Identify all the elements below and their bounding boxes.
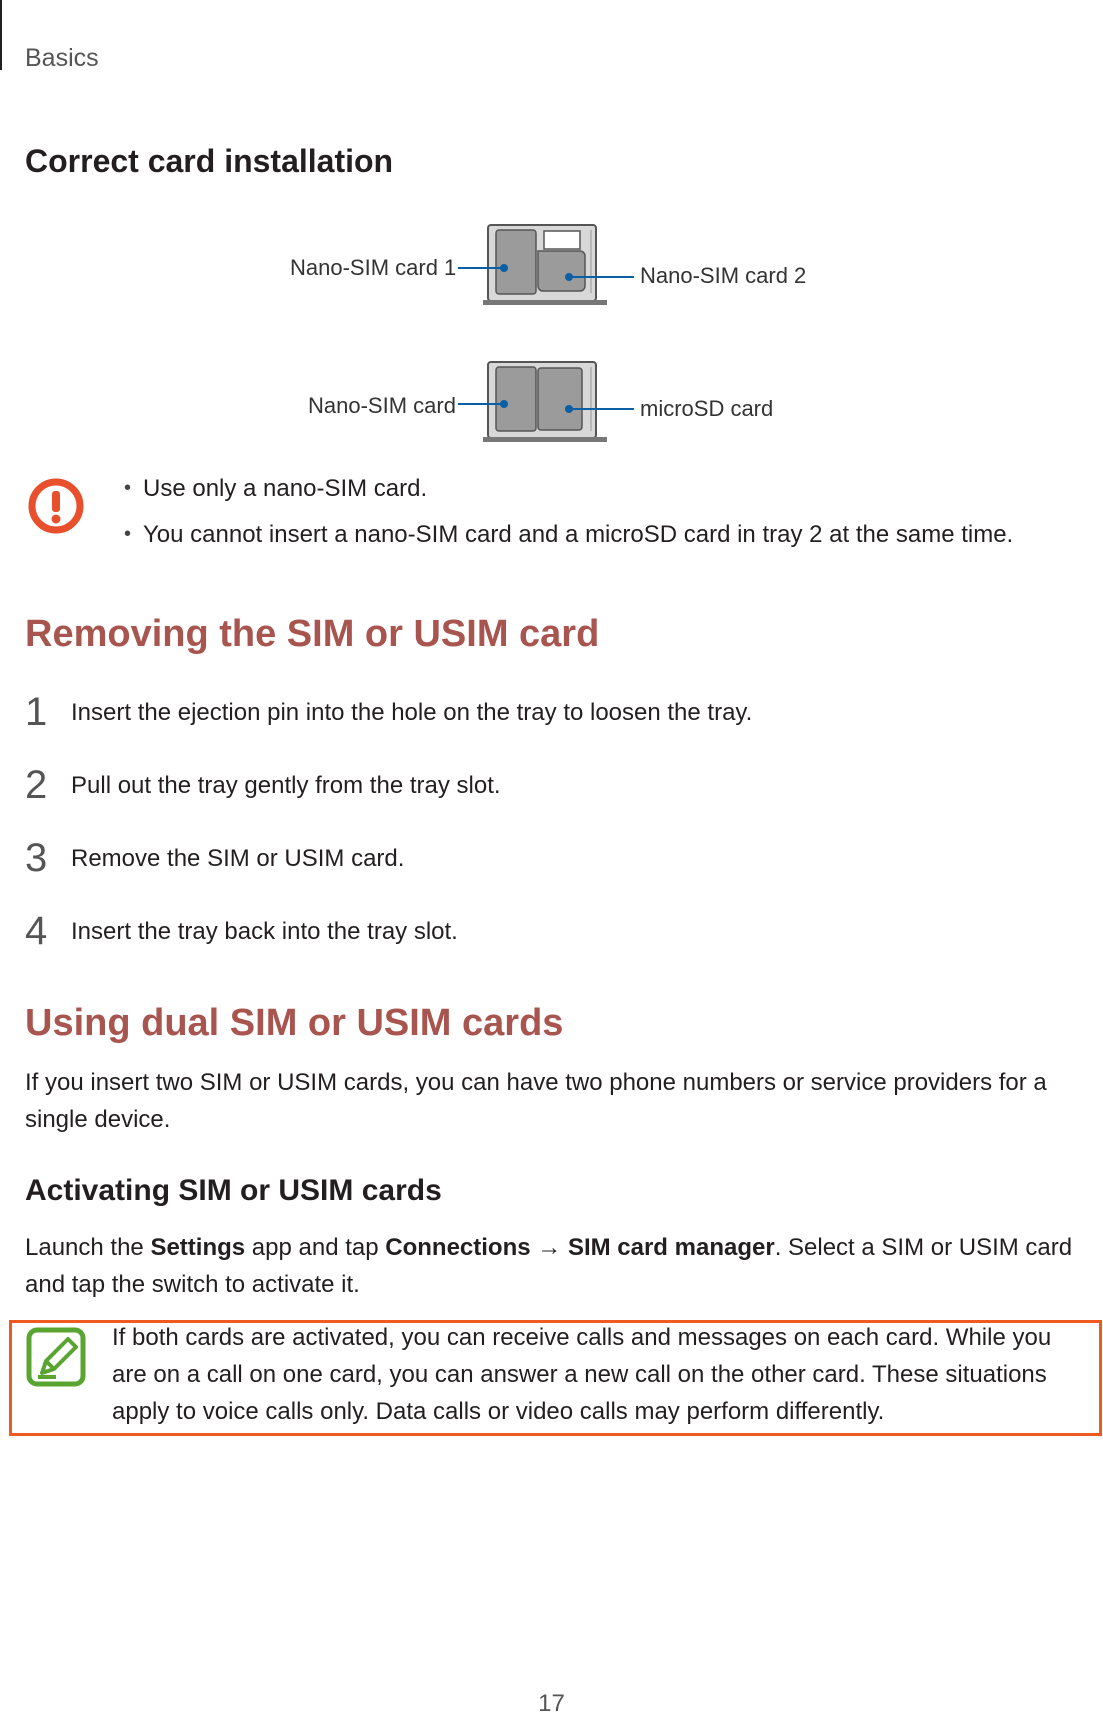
microsd bbox=[538, 368, 582, 430]
nano-sim bbox=[496, 367, 536, 431]
step-text: Remove the SIM or USIM card. bbox=[71, 845, 405, 872]
settings-app-name: Settings bbox=[150, 1234, 246, 1261]
label-nano-sim: Nano-SIM card bbox=[308, 393, 456, 418]
caution-item: Use only a nano-SIM card. bbox=[143, 475, 428, 502]
dual-sim-intro: If you insert two SIM or USIM cards, you can have two phone numbers or service providers for a single device. bbox=[25, 1069, 1047, 1133]
card-tray-diagram bbox=[0, 0, 1103, 460]
step-text: Insert the ejection pin into the hole on the tray to loosen the tray. bbox=[71, 699, 753, 726]
step-text: Pull out the tray gently from the tray slot. bbox=[71, 772, 501, 799]
step-number: 3 bbox=[25, 836, 48, 880]
step-text: Insert the tray back into the tray slot. bbox=[71, 918, 458, 945]
label-nano-sim-1: Nano-SIM card 1 bbox=[290, 255, 457, 280]
step-number: 4 bbox=[25, 909, 48, 953]
sim-card-manager-menu: SIM card manager bbox=[567, 1234, 775, 1261]
running-head: Basics bbox=[25, 44, 99, 72]
label-nano-sim-2: Nano-SIM card 2 bbox=[640, 263, 807, 288]
step-number: 1 bbox=[25, 690, 48, 734]
activating-heading: Activating SIM or USIM cards bbox=[25, 1174, 442, 1207]
step-number: 2 bbox=[25, 763, 48, 807]
section-title: Correct card installation bbox=[25, 143, 394, 179]
note-text: If both cards are activated, you can receive calls and messages on each card. While you are on a call on one card, you can answer a new call on the other card. These situations apply to voice calls only. Data calls or video calls may perform differently. bbox=[112, 1324, 1052, 1425]
nano-sim-1 bbox=[496, 230, 536, 294]
page-number: 17 bbox=[538, 1690, 565, 1717]
nano-sim-2 bbox=[538, 251, 585, 291]
removing-heading: Removing the SIM or USIM card bbox=[25, 613, 600, 655]
dual-sim-heading: Using dual SIM or USIM cards bbox=[25, 1002, 564, 1044]
note-pencil-icon bbox=[26, 1327, 86, 1387]
activating-instructions: Launch the Settings app and tap Connections → SIM card manager. Select a SIM or USIM card and tap the switch to activate it. bbox=[25, 1234, 1073, 1298]
exclamation-icon bbox=[28, 478, 84, 534]
caution-item: You cannot insert a nano-SIM card and a microSD card in tray 2 at the same time. bbox=[143, 521, 1014, 548]
label-microsd: microSD card bbox=[640, 396, 774, 421]
connections-menu: Connections bbox=[385, 1234, 531, 1261]
